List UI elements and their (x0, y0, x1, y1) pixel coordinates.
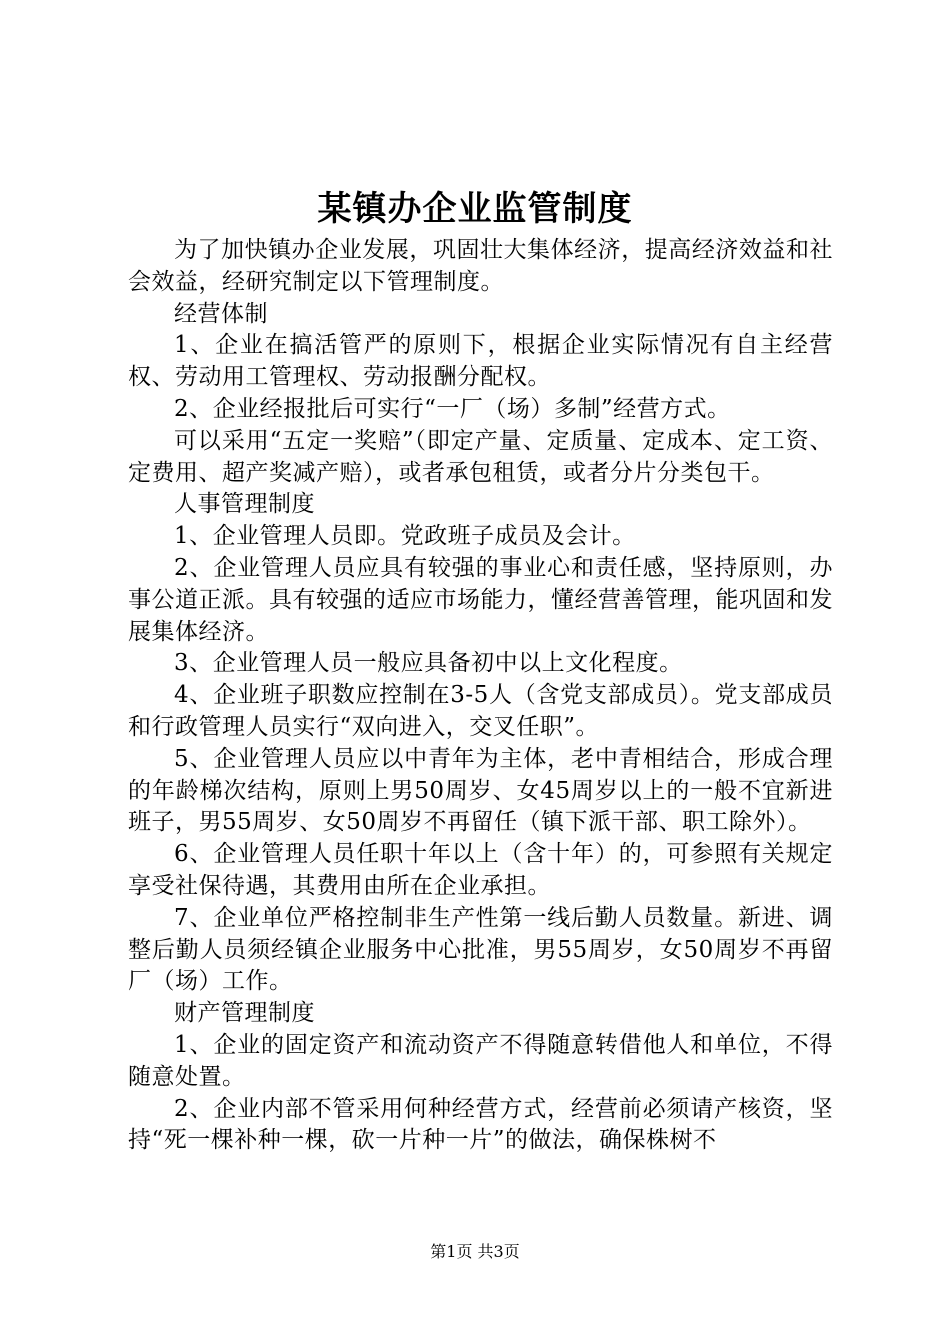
paragraph: 6、企业管理人员任职十年以上（含十年）的，可参照有关规定享受社保待遇，其费用由所在企业承担。 (128, 841, 833, 899)
paragraph: 7、企业单位严格控制非生产性第一线后勤人员数量。新进、调整后勤人员须经镇企业服务中心批准，男55周岁，女50周岁不再留厂（场）工作。 (128, 904, 833, 995)
paragraph: 2、企业管理人员应具有较强的事业心和责任感，坚持原则，办事公道正派。具有较强的适应市场能力，懂经营善管理，能巩固和发展集体经济。 (128, 554, 833, 645)
section-heading: 经营体制 (174, 300, 268, 327)
page-footer: 第1页 共3页 (430, 1242, 520, 1261)
document-body (128, 235, 833, 1157)
paragraph: 1、企业的固定资产和流动资产不得随意转借他人和单位，不得随意处置。 (128, 1031, 833, 1090)
document-title: 某镇办企业监管制度 (317, 189, 633, 229)
paragraph: 为了加快镇办企业发展，巩固壮大集体经济，提高经济效益和社会效益，经研究制定以下管理制度。 (128, 237, 833, 295)
section-heading: 人事管理制度 (174, 491, 315, 518)
paragraph: 1、企业在搞活管严的原则下，根据企业实际情况有自主经营权、劳动用工管理权、劳动报酬分配权。 (128, 332, 833, 391)
paragraph: 2、企业内部不管采用何种经营方式，经营前必须请产核资，坚持“死一棵补种一棵，砍一片种一片”的做法，确保株树不 (128, 1095, 833, 1154)
paragraph: 1、企业管理人员即。党政班子成员及会计。 (174, 523, 636, 550)
paragraph: 3、企业管理人员一般应具备初中以上文化程度。 (174, 650, 683, 677)
paragraph: 5、企业管理人员应以中青年为主体，老中青相结合，形成合理的年龄梯次结构，原则上男50周岁、女45周岁以上的一般不宜新进班子，男55周岁、女50周岁不再留任（镇下派干部、职工除外）。 (128, 745, 833, 836)
paragraph: 4、企业班子职数应控制在3-5人（含党支部成员）。党支部成员和行政管理人员实行“双向进入，交叉任职”。 (128, 682, 833, 740)
section-heading: 财产管理制度 (174, 1000, 315, 1027)
paragraph: 可以采用“五定一奖赔”（即定产量、定质量、定成本、定工资、定费用、超产奖减产赔），或者承包租赁，或者分片分类包干。 (128, 427, 833, 486)
paragraph: 2、企业经报批后可实行“一厂（场）多制”经营方式。 (174, 395, 731, 422)
